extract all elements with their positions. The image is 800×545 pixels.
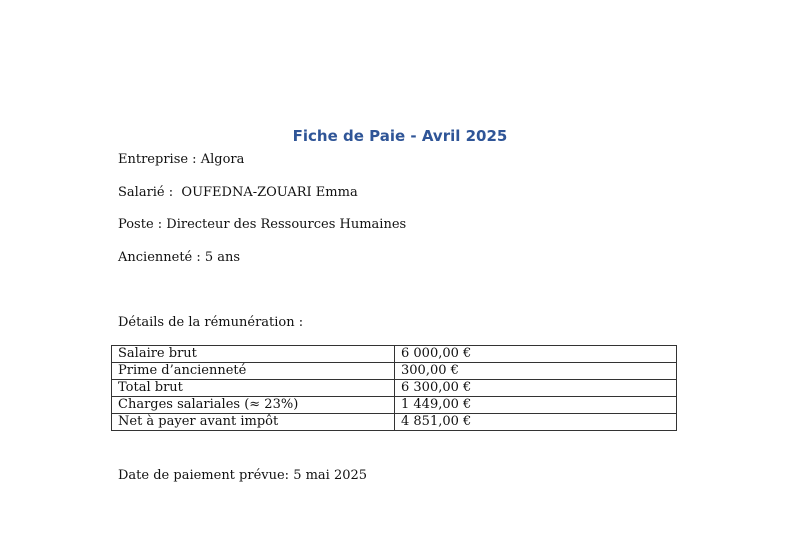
row-label: Net à payer avant impôt: [112, 414, 395, 431]
row-label: Prime d’ancienneté: [112, 363, 395, 380]
seniority-line: Ancienneté : 5 ans: [118, 250, 241, 265]
document-title: Fiche de Paie - Avril 2025: [292, 127, 508, 145]
table-row: [112, 363, 677, 380]
row-value: 6 300,00 €: [395, 380, 677, 397]
table-row: [112, 414, 677, 431]
row-label: Charges salariales (≈ 23%): [112, 397, 395, 414]
row-value: 4 851,00 €: [395, 414, 677, 431]
row-value: 6 000,00 €: [395, 346, 677, 363]
table-row: [112, 380, 677, 397]
table-row: [112, 346, 677, 363]
remuneration-heading: Détails de la rémunération :: [118, 315, 304, 330]
table-row: [112, 397, 677, 414]
company-line: Entreprise : Algora: [118, 152, 245, 167]
row-value: 300,00 €: [395, 363, 677, 380]
position-line: Poste : Directeur des Ressources Humaines: [118, 217, 407, 232]
row-label: Salaire brut: [112, 346, 395, 363]
salary-table: [111, 345, 677, 431]
row-value: 1 449,00 €: [395, 397, 677, 414]
employee-line: Salarié : OUFEDNA-ZOUARI Emma: [118, 185, 358, 200]
row-label: Total brut: [112, 380, 395, 397]
payment-date-line: Date de paiement prévue: 5 mai 2025: [118, 468, 368, 483]
